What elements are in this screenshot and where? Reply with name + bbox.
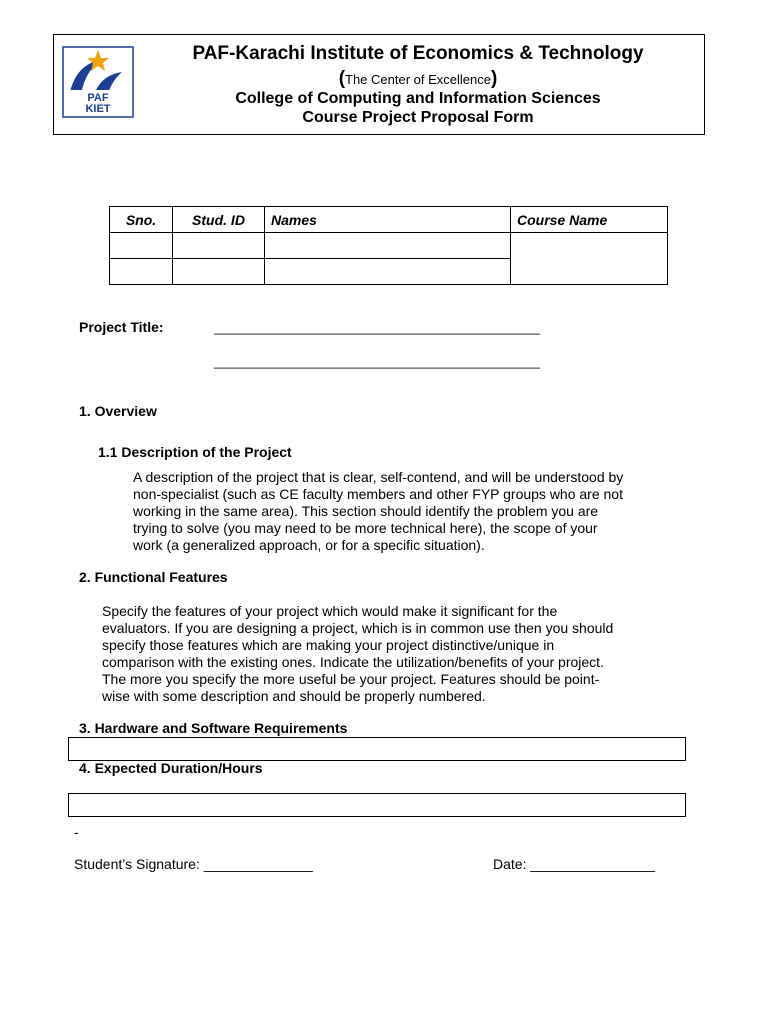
cell-stud-id-1[interactable]	[173, 233, 265, 259]
form-title: Course Project Proposal Form	[302, 109, 534, 126]
section-duration-heading: 4. Expected Duration/Hours	[79, 760, 263, 776]
paf-kiet-logo	[62, 46, 134, 118]
motto-text: The Center of Excellence	[345, 72, 491, 87]
functional-line: Specify the features of your project which would make it significant for the	[102, 603, 558, 619]
student-table	[109, 206, 668, 285]
institute-motto: (The Center of Excellence)	[338, 68, 498, 89]
functional-line: evaluators. If you are designing a project, which is in common use then you should	[102, 620, 614, 636]
project-title-line-2[interactable]: _______________________________________________	[214, 354, 540, 369]
description-paragraph	[133, 469, 678, 554]
project-title-label: Project Title:	[79, 319, 164, 335]
cell-stud-id-2[interactable]	[173, 259, 265, 285]
description-line: work (a generalized approach, or for a specific situation).	[133, 537, 485, 553]
functional-line: specify those features which are making your project distinctive/unique in	[102, 637, 555, 653]
cell-sno-2[interactable]	[110, 259, 173, 285]
functional-line: The more you specify the more useful be your project. Features should be point-	[102, 671, 600, 687]
table-header-row	[110, 207, 668, 233]
college-name: College of Computing and Information Sciences	[235, 90, 601, 107]
cell-names-1[interactable]	[265, 233, 511, 259]
stray-dash: -	[74, 824, 79, 840]
hardware-input-box[interactable]	[68, 737, 686, 761]
table-row	[110, 233, 668, 259]
header-stud-id: Stud. ID	[173, 207, 265, 233]
student-signature-field[interactable]: Student’s Signature: ______________	[74, 856, 313, 872]
description-line: trying to solve (you may need to be more technical here), the scope of your	[133, 520, 598, 536]
cell-names-2[interactable]	[265, 259, 511, 285]
section-functional-heading: 2. Functional Features	[79, 569, 228, 585]
cell-sno-1[interactable]	[110, 233, 173, 259]
functional-line: wise with some description and should be properly numbered.	[102, 688, 486, 704]
functional-line: comparison with the existing ones. Indicate the utilization/benefits of your project.	[102, 654, 604, 670]
institute-name: PAF-Karachi Institute of Economics & Technology	[192, 43, 644, 64]
description-line: non-specialist (such as CE faculty members and other FYP groups who are not	[133, 486, 623, 502]
date-field[interactable]: Date: ________________	[493, 856, 655, 872]
description-line: working in the same area). This section should identify the problem you are	[133, 503, 599, 519]
logo-text-kiet: KIET	[85, 103, 111, 115]
header-course-name: Course Name	[511, 207, 668, 233]
section-hardware-heading: 3. Hardware and Software Requirements	[79, 720, 348, 736]
header-names: Names	[265, 207, 511, 233]
duration-input-box[interactable]	[68, 793, 686, 817]
cell-course-name[interactable]	[511, 233, 668, 285]
functional-paragraph	[102, 603, 678, 705]
logo-text-paf: PAF	[87, 92, 109, 104]
header-sno: Sno.	[110, 207, 173, 233]
section-overview-heading: 1. Overview	[79, 403, 157, 419]
description-line: A description of the project that is clear, self-contend, and will be understood by	[133, 469, 624, 485]
project-title-line-1[interactable]: _______________________________________________	[214, 320, 540, 335]
description-heading: 1.1 Description of the Project	[98, 444, 292, 460]
